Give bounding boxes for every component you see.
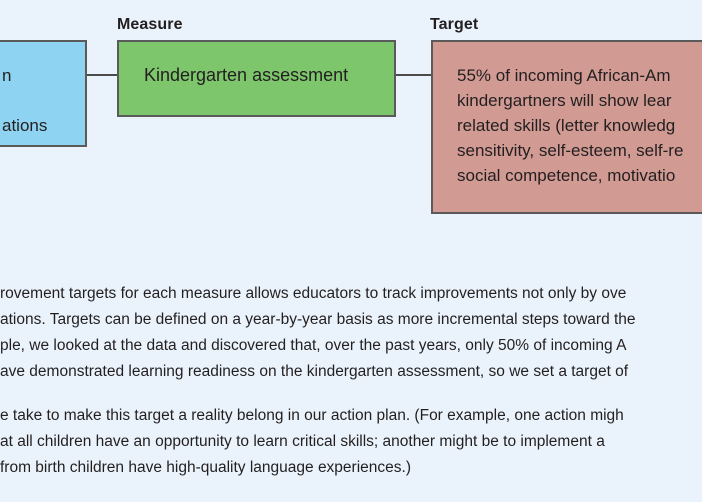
target-header: Target <box>430 16 479 33</box>
paragraph-line: ave demonstrated learning readiness on the kindergarten assessment, so we set a target of <box>0 363 629 380</box>
outcome-box <box>0 40 87 147</box>
outcome-text-line2: ations <box>2 116 48 135</box>
paragraph-line: ple, we looked at the data and discovered that, over the past years, only 50% of incoming A <box>0 337 627 354</box>
connector-measure-target <box>396 74 431 76</box>
measure-header: Measure <box>117 16 183 33</box>
target-text-line: 55% of incoming African-Am <box>457 66 671 85</box>
connector-outcome-measure <box>87 74 117 76</box>
paragraph-line: from birth children have high-quality language experiences.) <box>0 459 411 476</box>
target-text-line: social competence, motivatio <box>457 166 676 185</box>
paragraph-line: ations. Targets can be defined on a year-by-year basis as more incremental steps toward the <box>0 311 636 328</box>
paragraph-line: at all children have an opportunity to learn critical skills; another might be to implement a <box>0 433 605 450</box>
target-text-line: related skills (letter knowledg <box>457 116 676 135</box>
paragraph-line: rovement targets for each measure allows educators to track improvements not only by ove <box>0 285 627 302</box>
target-box <box>431 40 702 214</box>
target-text-line: kindergartners will show lear <box>457 91 672 110</box>
target-text-line: sensitivity, self-esteem, self-re <box>457 141 684 160</box>
measure-box <box>117 40 396 117</box>
measure-text: Kindergarten assessment <box>144 65 349 85</box>
outcome-text-line1: n <box>2 66 12 85</box>
paragraph-line: e take to make this target a reality belong in our action plan. (For example, one action migh <box>0 407 624 424</box>
